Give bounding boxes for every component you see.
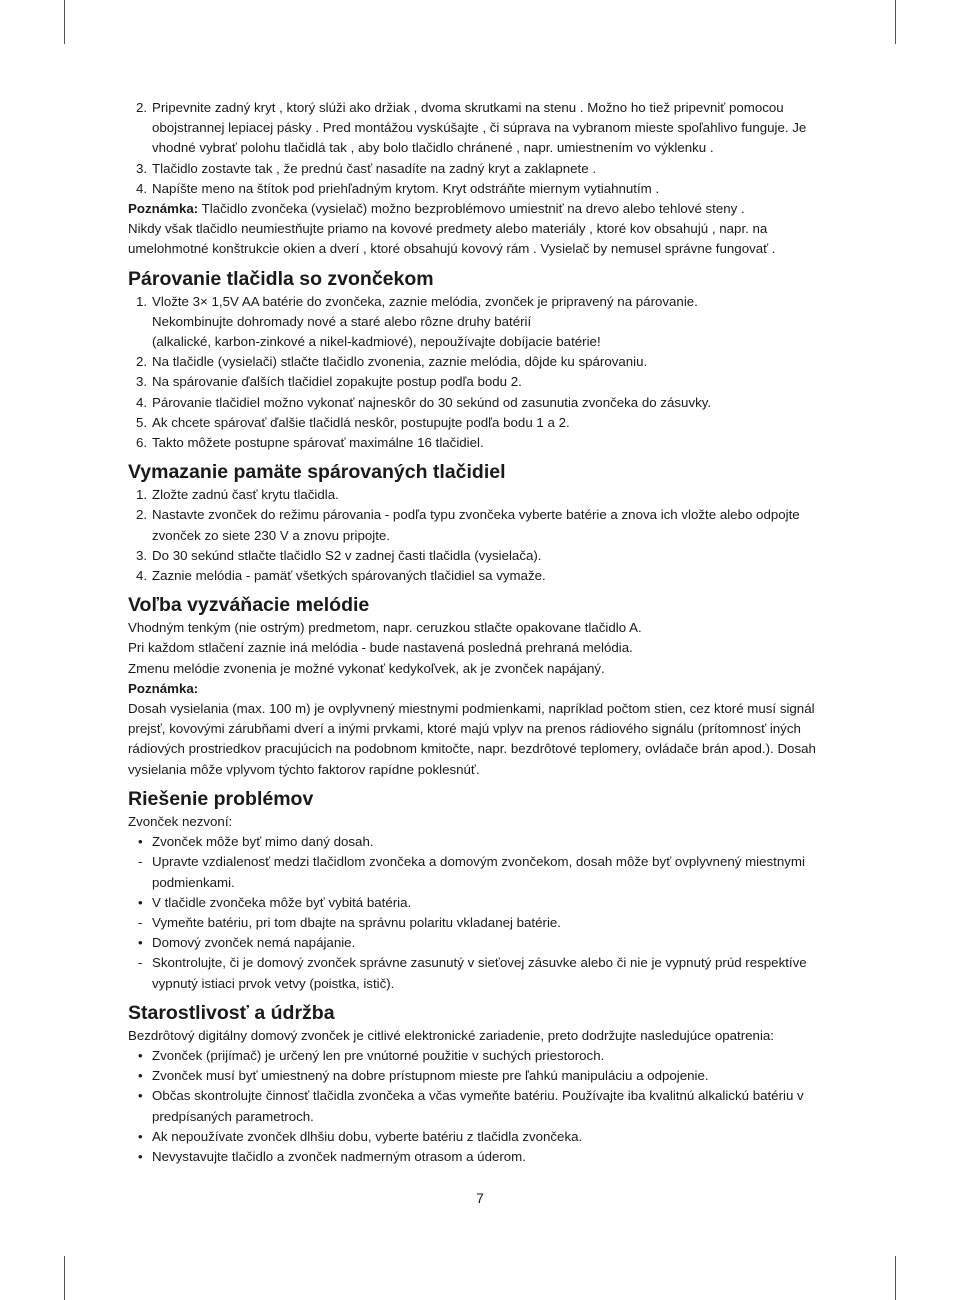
- list-item: 5. Ak chcete spárovať ďalšie tlačidlá neskôr, postupujte podľa bodu 1 a 2.: [136, 414, 570, 430]
- paragraph: Zvonček nezvoní:: [128, 813, 233, 829]
- section-heading-pairing: Párovanie tlačidla so zvončekom: [128, 267, 434, 290]
- paragraph: Dosah vysielania (max. 100 m) je ovplyvnený miestnymi podmienkami, napríklad počtom stien, cez ktoré musí signál prejsť, kovovými zárubňami dverí a inými prvkami, ktoré majú vplyv na prenos rádiového signálu (prítomnosť iných rádiových prostriedkov pracujúcich na podobnom kmitočte, napr. bezdrôtové teplomery, ovládače brán apod.). Dosah vysielania môže vplyvom týchto faktorov rapídne poklesnúť.: [128, 701, 816, 777]
- section-heading-erase: Vymazanie pamäte spárovaných tlačidiel: [128, 461, 506, 484]
- list-item: • V tlačidle zvončeka môže byť vybitá batéria.: [138, 894, 412, 910]
- crop-mark: [64, 0, 65, 44]
- list-item: • Zvonček (prijímač) je určený len pre vnútorné použitie v suchých priestoroch.: [138, 1047, 605, 1063]
- crop-mark: [895, 1256, 896, 1300]
- paragraph: Pri každom stlačení zaznie iná melódia - bude nastavená posledná prehraná melódia.: [128, 640, 633, 656]
- list-item: • Ak nepoužívate zvonček dlhšiu dobu, vyberte batériu z tlačidla zvončeka.: [138, 1128, 583, 1144]
- list-item: • Nevystavujte tlačidlo a zvonček nadmerným otrasom a úderom.: [138, 1148, 526, 1164]
- list-item: • Občas skontrolujte činnosť tlačidla zvončeka a včas vymeňte batériu. Používajte iba kvalitnú alkalickú batériu v predpísaných parametroch.: [138, 1088, 804, 1124]
- list-item: 3. Tlačidlo zostavte tak , že prednú časť nasadíte na zadný kryt a zaklapnete .: [136, 160, 597, 176]
- list-item: - Upravte vzdialenosť medzi tlačidlom zvončeka a domovým zvončekom, dosah môže byť ovplyvnený miestnymi podmienkami.: [138, 854, 805, 890]
- list-item: 4. Zaznie melódia - pamäť všetkých spárovaných tlačidiel sa vymaže.: [136, 568, 546, 584]
- section-heading-melody: Voľba vyzváňacie melódie: [128, 594, 370, 617]
- list-item: - Vymeňte batériu, pri tom dbajte na správnu polaritu vkladanej batérie.: [138, 914, 561, 930]
- section-heading-care: Starostlivosť a údržba: [128, 1001, 335, 1024]
- list-item: 1. Zložte zadnú časť krytu tlačidla.: [136, 487, 339, 503]
- list-item: - Skontrolujte, či je domový zvonček správne zasunutý v sieťovej zásuvke alebo či nie je vypnutý prúd respektíve vypnutý istiaci prvok vetvy (poistka, istič).: [138, 955, 807, 991]
- list-item: • Zvonček môže byť mimo daný dosah.: [138, 834, 374, 850]
- list-item: 4. Párovanie tlačidiel možno vykonať najneskôr do 30 sekúnd od zasunutia zvončeka do zásuvky.: [136, 394, 712, 410]
- page-number: 7: [476, 1190, 484, 1206]
- list-item: Nekombinujte dohromady nové a staré alebo rôzne druhy batérií: [152, 313, 532, 329]
- crop-mark: [64, 1256, 65, 1300]
- note-label: Poznámka:: [128, 680, 199, 696]
- paragraph: Vhodným tenkým (nie ostrým) predmetom, napr. ceruzkou stlačte opakovane tlačidlo A.: [128, 620, 642, 636]
- list-item: 2. Na tlačidle (vysielači) stlačte tlačidlo zvonenia, zaznie melódia, dôjde ku spárovaniu.: [136, 354, 648, 370]
- list-item: 2. Nastavte zvonček do režimu párovania - podľa typu zvončeka vyberte batérie a znova ich vložte alebo odpojte zvonček zo siete 230 V a znovu pripojte.: [136, 507, 800, 543]
- section-heading-trouble: Riešenie problémov: [128, 787, 314, 810]
- list-item: 2. Pripevnite zadný kryt , ktorý slúži ako držiak , dvoma skrutkami na stenu . Možno ho tiež pripevniť pomocou obojstrannej lepiacej pásky . Pred montážou vyskúšajte , či súprava na vybranom mieste spoľahlivo funguje. Je vhodné vybrať polohu tlačidlá tak , aby bolo tlačidlo chránené , napr. umiestnením vo výklenku .: [136, 100, 807, 156]
- list-item: 3. Do 30 sekúnd stlačte tlačidlo S2 v zadnej časti tlačidla (vysielača).: [136, 547, 542, 563]
- list-item: (alkalické, karbon-zinkové a nikel-kadmiové), nepoužívajte dobíjacie batérie!: [152, 334, 601, 350]
- paragraph: Bezdrôtový digitálny domový zvonček je citlivé elektronické zariadenie, preto dodržujte nasledujúce opatrenia:: [128, 1027, 774, 1043]
- install-steps: [128, 98, 840, 199]
- list-item: 6. Takto môžete postupne spárovať maximálne 16 tlačidiel.: [136, 435, 484, 451]
- crop-mark: [895, 0, 896, 44]
- page-content: [128, 98, 840, 1167]
- paragraph: Zmenu melódie zvonenia je možné vykonať kedykoľvek, ak je zvonček napájaný.: [128, 660, 605, 676]
- list-item: 1. Vložte 3× 1,5V AA batérie do zvončeka, zaznie melódia, zvonček je pripravený na párovanie.: [136, 293, 698, 309]
- note-paragraph-2: Nikdy však tlačidlo neumiestňujte priamo na kovové predmety alebo materiály , ktoré kov obsahujú , napr. na umelohmotné konštrukcie okien a dverí , ktoré obsahujú kovový rám . Vysielač by nemusel správne fungovať .: [128, 221, 776, 257]
- list-item: 4. Napíšte meno na štítok pod priehľadným krytom. Kryt odstráňte miernym vytiahnutím .: [136, 180, 660, 196]
- list-item: 3. Na spárovanie ďalších tlačidiel zopakujte postup podľa bodu 2.: [136, 374, 522, 390]
- list-item: • Domový zvonček nemá napájanie.: [138, 935, 356, 951]
- note-paragraph: Poznámka: Tlačidlo zvončeka (vysielač) možno bezproblémovo umiestniť na drevo alebo tehlové steny .: [128, 201, 745, 217]
- list-item: • Zvonček musí byť umiestnený na dobre prístupnom mieste pre ľahkú manipuláciu a odpojenie.: [138, 1068, 709, 1084]
